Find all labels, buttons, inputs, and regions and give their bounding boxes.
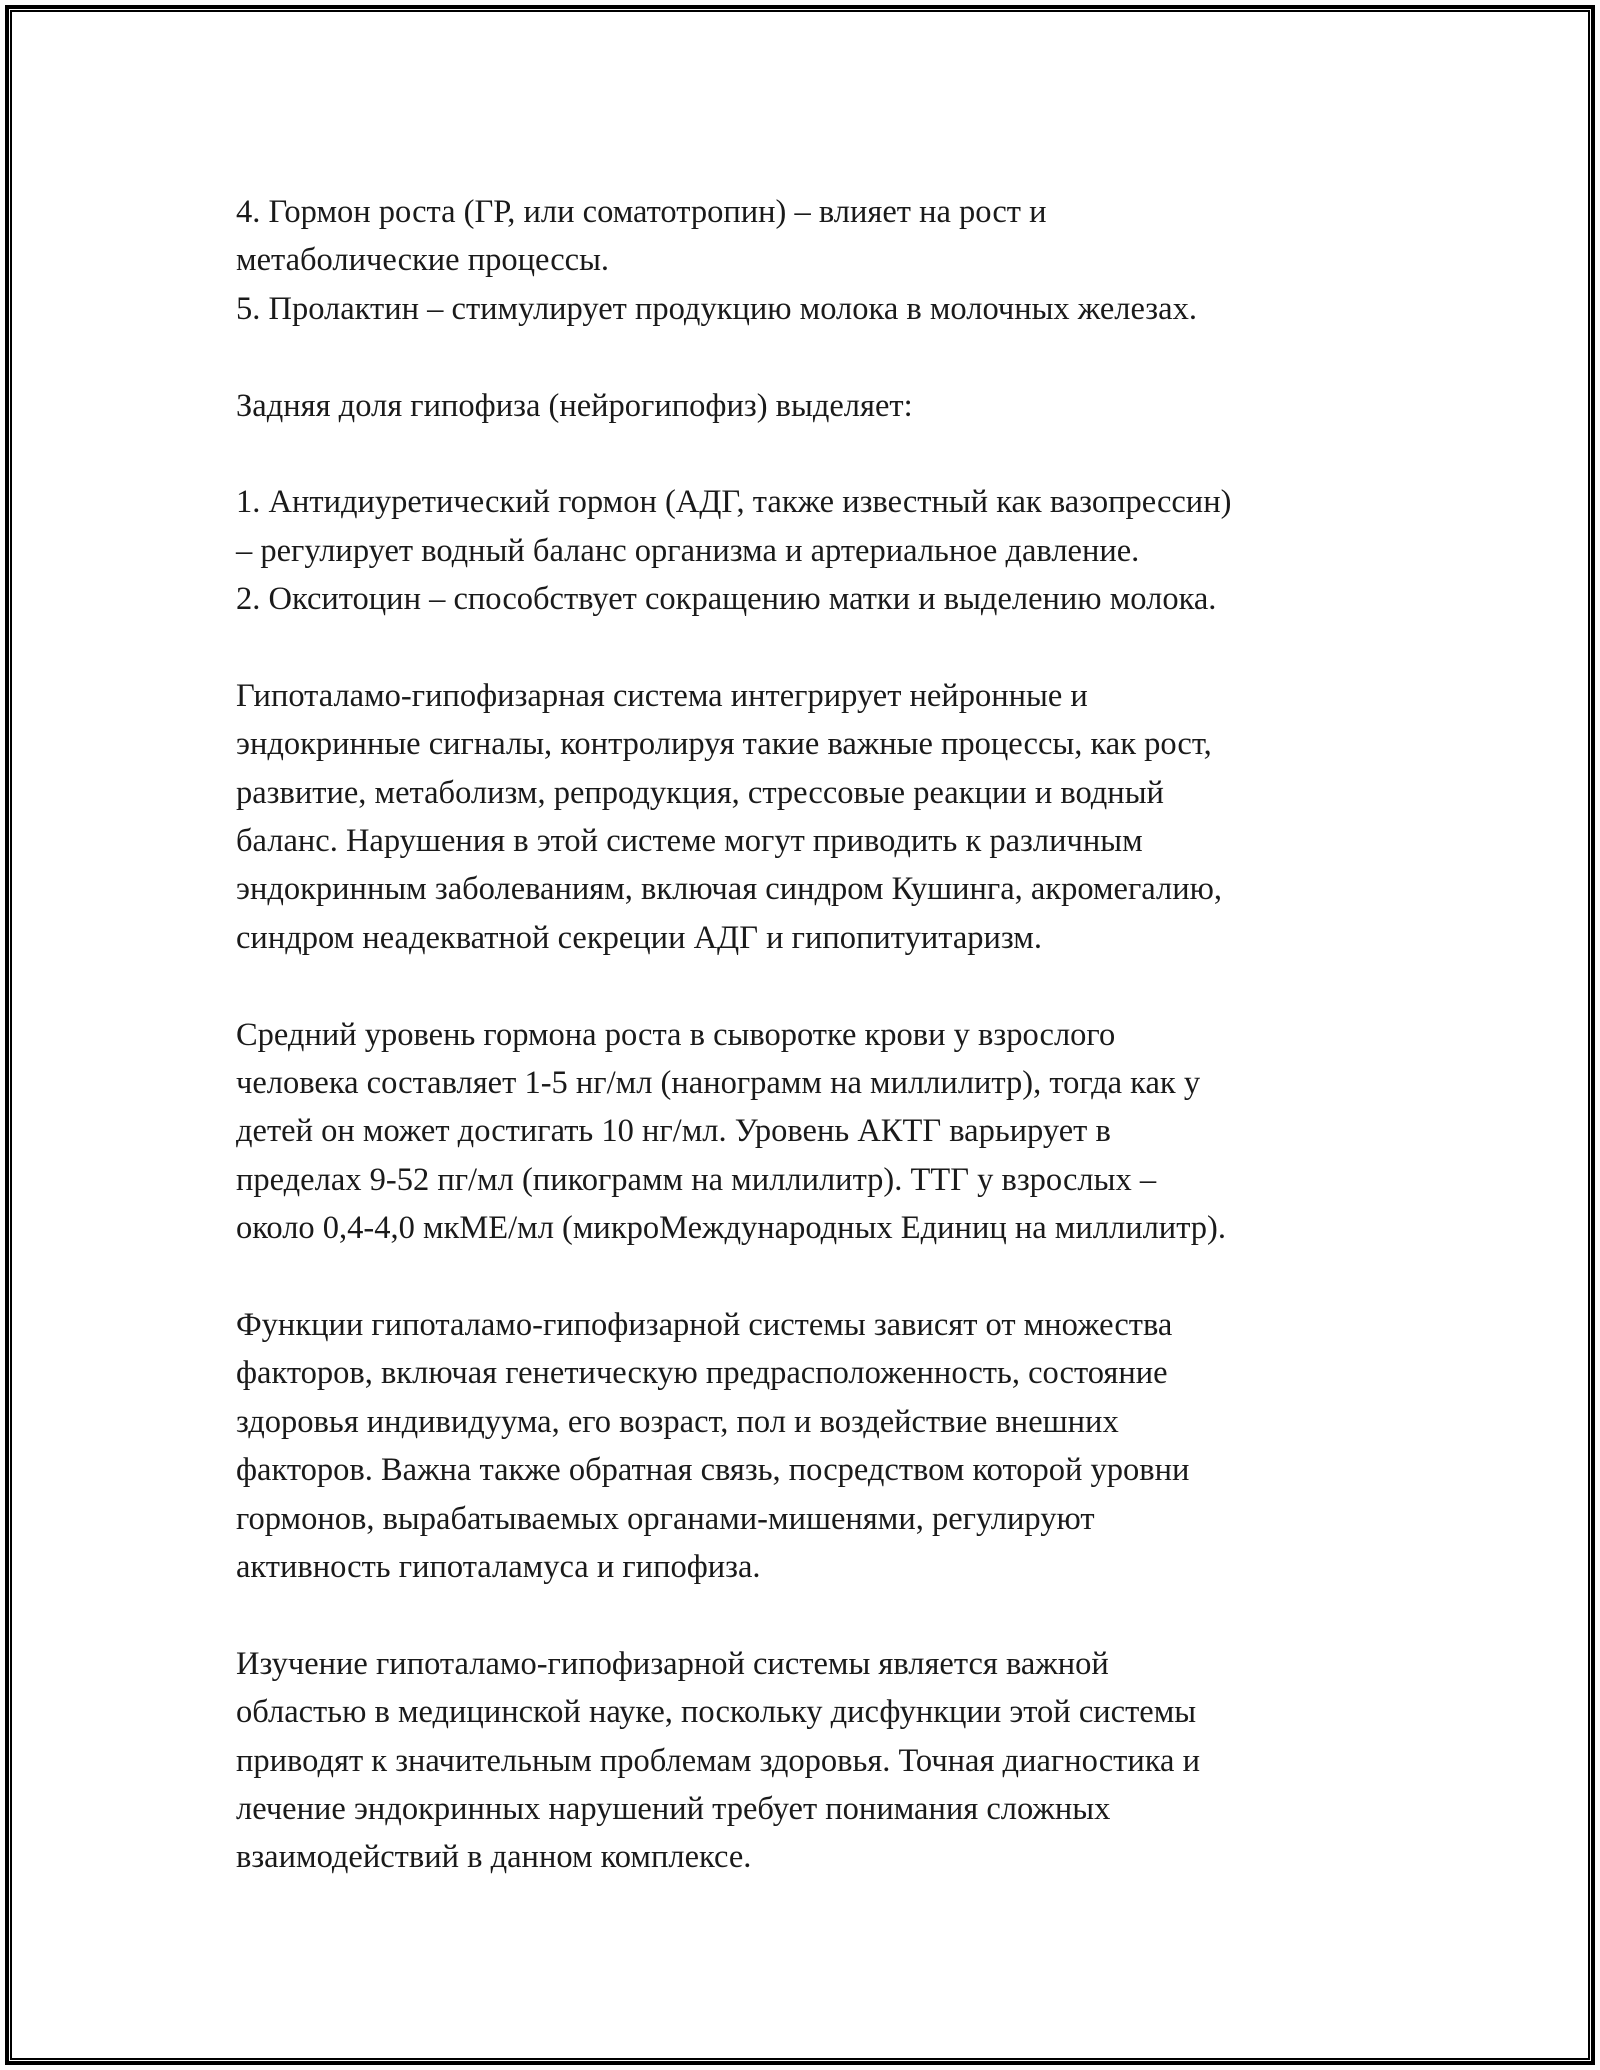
text-line: человека составляет 1-5 нг/мл (нанограмм на миллилитр), тогда как у [236, 1065, 1201, 1102]
paragraph-hormone-levels [236, 1011, 1376, 1253]
text-line: гормонов, вырабатываемых органами-мишенями, регулируют [236, 1500, 1095, 1537]
paragraph-gap [236, 624, 1376, 672]
paragraph-posterior-lobe-hormones [236, 478, 1376, 623]
text-line: детей он может достигать 10 нг/мл. Уровень АКТГ варьирует в [236, 1113, 1111, 1150]
text-line: здоровья индивидуума, его возраст, пол и воздействие внешних [236, 1403, 1119, 1440]
text-line: Функции гипоталамо-гипофизарной системы зависят от множества [236, 1306, 1173, 1343]
text-line: приводят к значительным проблемам здоровья. Точная диагностика и [236, 1742, 1200, 1779]
text-line: областью в медицинской науке, поскольку дисфункции этой системы [236, 1694, 1197, 1731]
text-line: активность гипоталамуса и гипофиза. [236, 1548, 761, 1585]
paragraph-pituitary-anterior-hormones [236, 188, 1376, 333]
text-line: 1. Антидиуретический гормон (АДГ, также известный как вазопрессин) [236, 484, 1232, 521]
text-line: факторов, включая генетическую предрасположенность, состояние [236, 1355, 1168, 1392]
text-line: – регулирует водный баланс организма и артериальное давление. [236, 532, 1140, 569]
paragraph-gap [236, 333, 1376, 381]
text-line: Гипоталамо-гипофизарная система интегрирует нейронные и [236, 677, 1088, 714]
paragraph-system-factors [236, 1301, 1376, 1591]
text-line: Средний уровень гормона роста в сыворотке крови у взрослого [236, 1016, 1116, 1053]
text-line: синдром неадекватной секреции АДГ и гипопитуитаризм. [236, 919, 1042, 956]
paragraph-system-integration [236, 672, 1376, 962]
text-line: эндокринным заболеваниям, включая синдром Кушинга, акромегалию, [236, 871, 1223, 908]
text-line: 5. Пролактин – стимулирует продукцию молока в молочных железах. [236, 290, 1197, 327]
text-line: взаимодействий в данном комплексе. [236, 1839, 752, 1876]
paragraph-posterior-lobe-heading [236, 382, 1376, 430]
text-line: 4. Гормон роста (ГР, или соматотропин) – влияет на рост и [236, 194, 1047, 230]
text-line: факторов. Важна также обратная связь, посредством которой уровни [236, 1452, 1190, 1489]
text-line: пределах 9-52 пг/мл (пикограмм на миллилитр). ТТГ у взрослых – [236, 1161, 1157, 1198]
text-line: эндокринные сигналы, контролируя такие важные процессы, как рост, [236, 726, 1212, 763]
text-line: около 0,4-4,0 мкМЕ/мл (микроМеждународных Единиц на миллилитр). [236, 1210, 1226, 1247]
document-body [236, 188, 1376, 1882]
text-line: развитие, метаболизм, репродукция, стрессовые реакции и водный [236, 774, 1164, 811]
text-line: баланс. Нарушения в этой системе могут приводить к различным [236, 823, 1143, 860]
text-line: 2. Окситоцин – способствует сокращению матки и выделению молока. [236, 581, 1217, 618]
paragraph-gap [236, 430, 1376, 478]
paragraph-gap [236, 1591, 1376, 1639]
text-line: Изучение гипоталамо-гипофизарной системы является важной [236, 1645, 1109, 1682]
text-line: лечение эндокринных нарушений требует понимания сложных [236, 1790, 1111, 1827]
text-line: метаболические процессы. [236, 242, 610, 279]
paragraph-gap [236, 962, 1376, 1010]
text-line: Задняя доля гипофиза (нейрогипофиз) выделяет: [236, 387, 913, 424]
paragraph-study-importance [236, 1640, 1376, 1882]
paragraph-gap [236, 1253, 1376, 1301]
